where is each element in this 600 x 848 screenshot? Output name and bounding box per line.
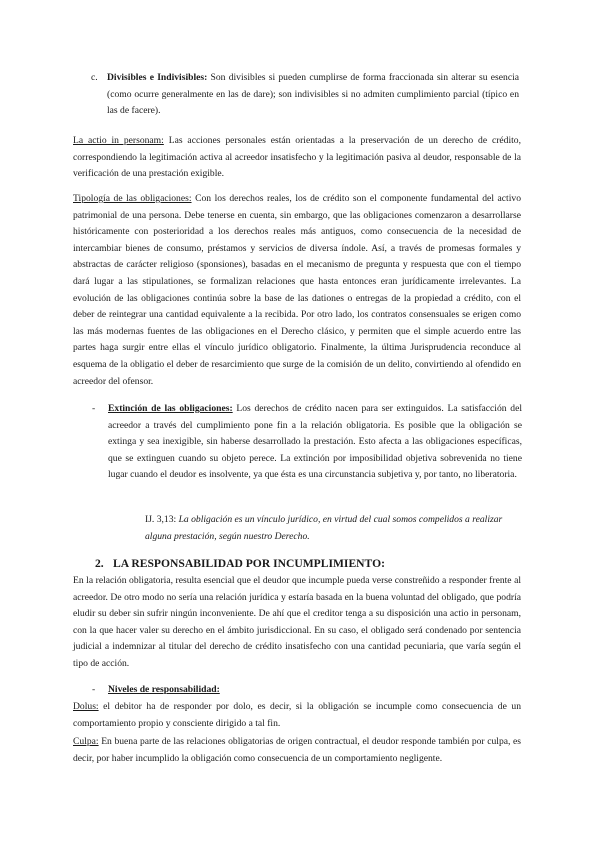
dolus-title: Dolus: [73, 701, 99, 712]
dolus-text: el debitor ha de responder por dolo, es decir, si la obligación se incumple como consecuencia de un comportamiento propio y consciente dirigido a tal fin. [73, 701, 521, 729]
item-divisibles-title: Divisibles e Indivisibles: [107, 72, 208, 83]
section-number: 2. [95, 557, 104, 570]
paragraph-dolus [73, 699, 521, 732]
paragraph-responsabilidad: En la relación obligatoria, resulta esencial que el deudor que incumple pueda verse constreñido a responder frente al acreedor. De otro modo no sería una relación jurídica y estaría basada en la buena voluntad del obligado, que podría eludir su deber sin sufrir ningún inconveniente. De ahí que el creditor tenga a su disposición una actio in personam, con la que hacer valer su derecho en el ámbito jurisdiccional. En su caso, el obligado será condenado por sentencia judicial a indemnizar al titular del derecho de crédito insatisfecho con una cantidad pecuniaria, que varía según el tipo de acción. [73, 575, 521, 669]
list-marker-c: c. [91, 72, 98, 83]
section-heading [95, 556, 385, 572]
tipologia-title: Tipología de las obligaciones: [73, 193, 192, 204]
paragraph-tipologia [73, 191, 521, 390]
item-divisibles-text: Son divisibles si pueden cumplirse de forma fraccionada sin alterar su esencia (como ocurre generalmente en las de dare); son indivisibles si no admiten cumplimiento parcial (típico en las de facere). [107, 72, 519, 117]
quote-text: La obligación es un vínculo jurídico, en virtud del cual somos compelidos a realizar alguna prestación, según nuestro Derecho. [145, 514, 503, 542]
item-extincion [108, 401, 522, 484]
paragraph-culpa [73, 734, 521, 767]
quote-ref: IJ. 3,13: [145, 514, 179, 525]
tipologia-text: Con los derechos reales, los de crédito son el componente fundamental del activo patrimonial de una persona. Debe tenerse en cuenta, sin embargo, que las obligaciones comenzaron a desarrollarse históricamente con posterioridad a los derechos reales más antiguos, como consecuencia de la necesidad de intercambiar bienes de consumo, préstamos y servicios de diversa índole. Así, a través de promesas formales y abstractas de carácter religioso (sponsiones), basadas en el mecanismo de pregunta y respuesta que con el tiempo dará lugar a las stipulationes, se formalizan relaciones que hasta entonces eran jurídicamente irrelevantes. La evolución de las obligaciones continúa sobre la base de las dationes o entregas de la propiedad a crédito, con el deber de reintegrar una cantidad equivalente a la recibida. Por otro lado, los contratos consensuales se erigen como las más modernas fuentes de las obligaciones en el Derecho clásico, y permiten que el simple acuerdo entre las partes haga surgir entre ellas el vínculo jurídico obligatorio. Finalmente, la última Jurisprudencia reconduce al esquema de la obligatio el deber de resarcimiento que surge de la comisión de un delito, convirtiendo al ofendido en acreedor del ofensor. [73, 193, 521, 387]
bullet-niveles: - [92, 684, 96, 695]
actio-title: La actio in personam: [73, 135, 164, 146]
item-niveles [108, 682, 522, 699]
culpa-text: En buena parte de las relaciones obligatorias de origen contractual, el deudor responde también por culpa, es decir, por haber incumplido la obligación como consecuencia de un comportamiento negligente. [73, 736, 521, 764]
item-divisibles [107, 70, 519, 120]
paragraph-actio [73, 133, 521, 183]
quote-ij [145, 512, 522, 545]
bullet-extincion: - [92, 403, 96, 414]
section-title: LA RESPONSABILIDAD POR INCUMPLIMIENTO: [113, 557, 385, 570]
culpa-title: Culpa: [73, 736, 99, 747]
actio-text: Las acciones personales están orientadas a la preservación de un derecho de crédito, correspondiendo la legitimación activa al acreedor insatisfecho y la legitimación pasiva al deudor, responsable de la verificación de una prestación exigible. [73, 135, 521, 180]
niveles-title: Niveles de responsabilidad: [108, 684, 220, 695]
extincion-text: Los derechos de crédito nacen para ser extinguidos. La satisfacción del acreedor a través del cumplimiento pone fin a la relación obligatoria. Es posible que la obligación se extinga y sea inexigible, sin haberse desarrollado la prestación. Esto afecta a las obligaciones específicas, que se extinguen cuando su objeto perece. La extinción por imposibilidad objetiva sobrevenida no tiene lugar cuando el deudor es insolvente, ya que ésta es una circunstancia subjetiva y, por tanto, no liberatoria. [108, 403, 522, 481]
extincion-title: Extinción de las obligaciones: [108, 403, 233, 414]
